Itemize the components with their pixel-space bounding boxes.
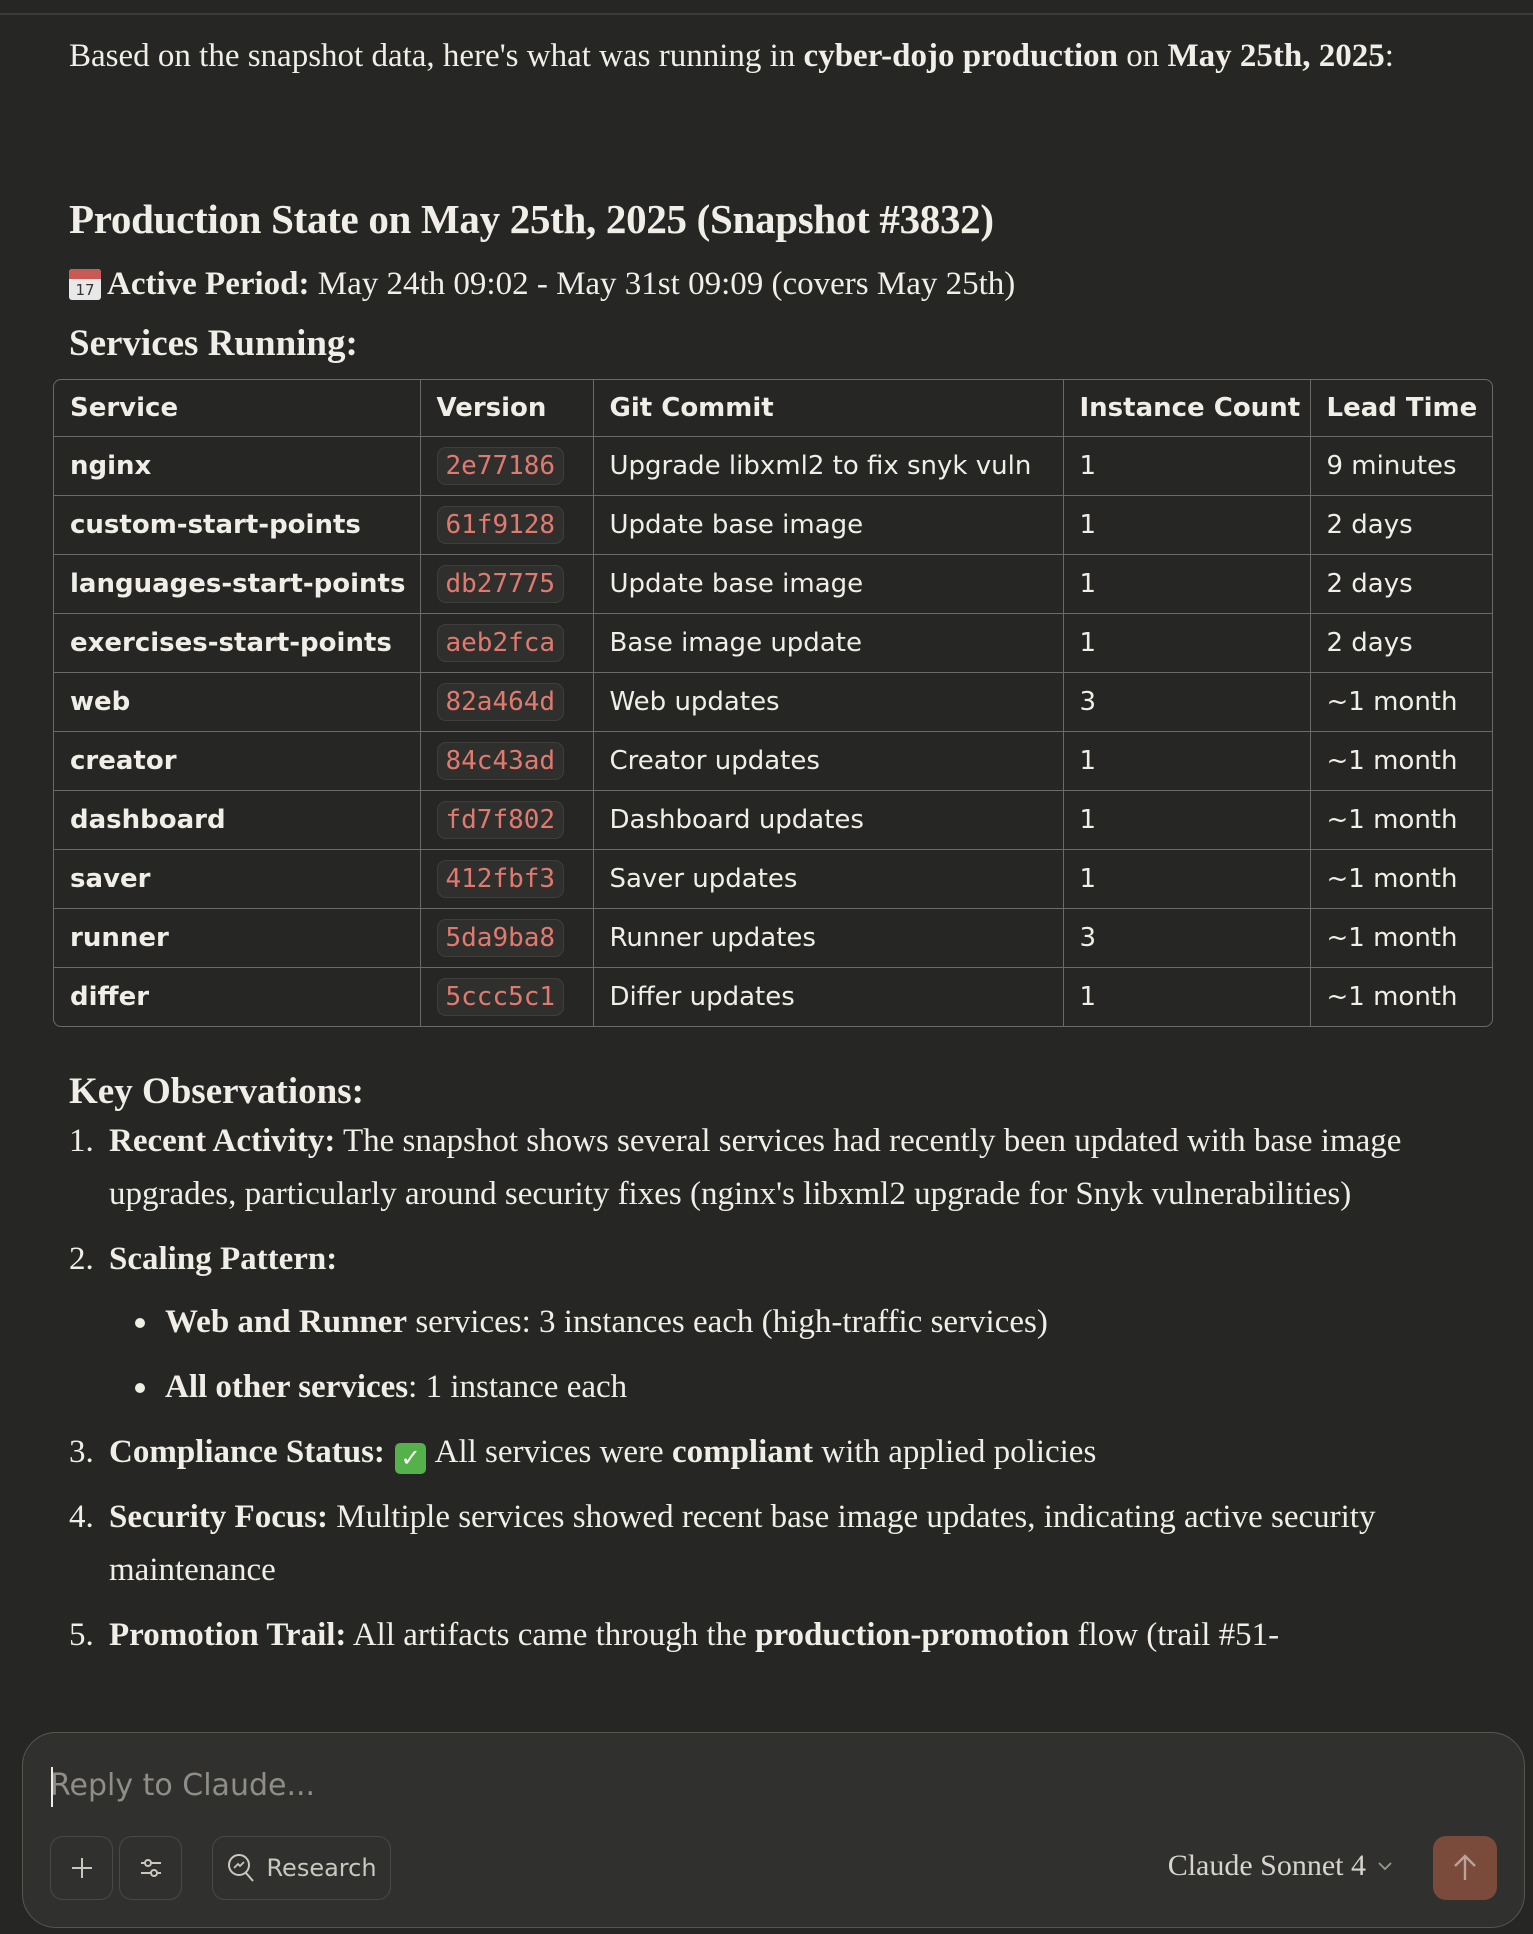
- service-cell: creator: [54, 731, 420, 790]
- service-cell: saver: [54, 849, 420, 908]
- version-cell: [420, 554, 593, 613]
- plus-icon: [69, 1855, 95, 1881]
- intro-paragraph: [69, 30, 1399, 83]
- model-selector[interactable]: [1168, 1849, 1394, 1883]
- version-code: 5ccc5c1: [437, 978, 565, 1016]
- instance-count-cell: 1: [1063, 849, 1310, 908]
- version-cell: [420, 849, 593, 908]
- version-cell: [420, 908, 593, 967]
- table-header-row: [54, 380, 1493, 436]
- version-code: 2e77186: [437, 447, 565, 485]
- active-period-value: May 24th 09:02 - May 31st 09:09 (covers May 25th): [309, 266, 1016, 302]
- column-header-service: Service: [54, 380, 420, 436]
- observation-item: 5. Promotion Trail: All artifacts came through the production-promotion flow (trail #51-: [69, 1617, 1280, 1653]
- instance-count-cell: 1: [1063, 495, 1310, 554]
- lead-time-cell: ~1 month: [1310, 731, 1493, 790]
- lead-time-cell: 2 days: [1310, 613, 1493, 672]
- lead-time-cell: ~1 month: [1310, 672, 1493, 731]
- version-cell: [420, 672, 593, 731]
- version-cell: [420, 967, 593, 1026]
- services-table: [53, 379, 1493, 1027]
- version-cell: [420, 613, 593, 672]
- service-cell: exercises-start-points: [54, 613, 420, 672]
- check-mark-icon: ✓: [395, 1443, 426, 1474]
- table-row: [54, 731, 1493, 790]
- research-label: Research: [266, 1854, 377, 1882]
- observation-item: 1. Recent Activity: The snapshot shows several services had recently been updated with base image upgrades, particularly around security fixes (nginx's libxml2 upgrade for Snyk vulnerabilities): [69, 1123, 1410, 1212]
- services-heading: Services Running:: [69, 323, 358, 364]
- chevron-down-icon: [1376, 1860, 1394, 1872]
- instance-count-cell: 1: [1063, 436, 1310, 495]
- sub-list-item: Web and Runner services: 3 instances each (high-traffic services): [109, 1296, 1489, 1349]
- lead-time-cell: ~1 month: [1310, 908, 1493, 967]
- table-row: [54, 554, 1493, 613]
- table-row: [54, 613, 1493, 672]
- column-header-lead-time: Lead Time: [1310, 380, 1493, 436]
- tools-button[interactable]: [119, 1836, 182, 1900]
- intro-text-end: :: [1384, 38, 1394, 74]
- service-cell: nginx: [54, 436, 420, 495]
- observation-item: 3. Compliance Status: ✓ All services were compliant with applied policies: [69, 1434, 1097, 1472]
- active-period-label: Active Period:: [107, 266, 310, 302]
- intro-env: cyber-dojo production: [803, 38, 1118, 74]
- lead-time-cell: ~1 month: [1310, 790, 1493, 849]
- version-code: aeb2fca: [437, 624, 565, 662]
- commit-cell: Update base image: [593, 554, 1063, 613]
- intro-date: May 25th, 2025: [1167, 38, 1385, 74]
- commit-cell: Upgrade libxml2 to fix snyk vuln: [593, 436, 1063, 495]
- bullet-icon: [135, 1383, 145, 1393]
- table-row: [54, 967, 1493, 1026]
- intro-text-mid: on: [1117, 38, 1168, 74]
- assistant-message: [69, 30, 1489, 364]
- bullet-icon: [135, 1318, 145, 1328]
- scaling-sublist: [109, 1296, 1489, 1414]
- arrow-up-icon: [1451, 1853, 1479, 1883]
- model-label: Claude Sonnet 4: [1167, 1849, 1366, 1882]
- version-cell: [420, 495, 593, 554]
- message-title: Production State on May 25th, 2025 (Snapshot #3832): [69, 196, 994, 242]
- send-button[interactable]: [1433, 1836, 1497, 1900]
- table-row: [54, 790, 1493, 849]
- version-cell: [420, 790, 593, 849]
- commit-cell: Base image update: [593, 613, 1063, 672]
- instance-count-cell: 1: [1063, 554, 1310, 613]
- table-row: [54, 436, 1493, 495]
- commit-cell: Creator updates: [593, 731, 1063, 790]
- column-header-instance-count: Instance Count: [1063, 380, 1310, 436]
- lead-time-cell: 9 minutes: [1310, 436, 1493, 495]
- commit-cell: Update base image: [593, 495, 1063, 554]
- lead-time-cell: ~1 month: [1310, 849, 1493, 908]
- instance-count-cell: 1: [1063, 790, 1310, 849]
- version-code: 82a464d: [437, 683, 565, 721]
- version-cell: [420, 436, 593, 495]
- text-caret: [51, 1767, 53, 1807]
- top-divider: [0, 13, 1533, 15]
- calendar-icon: 17: [69, 269, 101, 300]
- version-code: 412fbf3: [437, 860, 565, 898]
- instance-count-cell: 3: [1063, 908, 1310, 967]
- table-row: [54, 672, 1493, 731]
- chat-composer: [22, 1732, 1525, 1928]
- version-code: 61f9128: [437, 506, 565, 544]
- instance-count-cell: 1: [1063, 731, 1310, 790]
- commit-cell: Runner updates: [593, 908, 1063, 967]
- commit-cell: Saver updates: [593, 849, 1063, 908]
- sliders-icon: [137, 1854, 165, 1882]
- version-code: 5da9ba8: [437, 919, 565, 957]
- research-icon: [226, 1852, 256, 1884]
- instance-count-cell: 1: [1063, 613, 1310, 672]
- commit-cell: Web updates: [593, 672, 1063, 731]
- version-cell: [420, 731, 593, 790]
- intro-text: Based on the snapshot data, here's what was running in: [69, 38, 804, 74]
- table-row: [54, 908, 1493, 967]
- active-period: [69, 266, 1015, 303]
- service-cell: web: [54, 672, 420, 731]
- service-cell: languages-start-points: [54, 554, 420, 613]
- table-row: [54, 495, 1493, 554]
- add-attachment-button[interactable]: [50, 1836, 113, 1900]
- reply-input[interactable]: [50, 1761, 1450, 1809]
- lead-time-cell: 2 days: [1310, 495, 1493, 554]
- observations-list: [69, 1115, 1489, 1674]
- version-code: 84c43ad: [437, 742, 565, 780]
- table-row: [54, 849, 1493, 908]
- sub-list-item: All other services: 1 instance each: [109, 1361, 1489, 1414]
- observations-heading: Key Observations:: [69, 1071, 364, 1112]
- commit-cell: Dashboard updates: [593, 790, 1063, 849]
- service-cell: dashboard: [54, 790, 420, 849]
- research-button[interactable]: [212, 1836, 391, 1900]
- commit-cell: Differ updates: [593, 967, 1063, 1026]
- column-header-git-commit: Git Commit: [593, 380, 1063, 436]
- version-code: fd7f802: [437, 801, 565, 839]
- observation-item: 2. Scaling Pattern: Web and Runner services: 3 instances each (high-traffic services) All other services: 1 instance each: [69, 1233, 1489, 1414]
- instance-count-cell: 1: [1063, 967, 1310, 1026]
- lead-time-cell: 2 days: [1310, 554, 1493, 613]
- observation-item: 4. Security Focus: Multiple services showed recent base image updates, indicating active security maintenance: [69, 1499, 1384, 1588]
- version-code: db27775: [437, 565, 565, 603]
- instance-count-cell: 3: [1063, 672, 1310, 731]
- lead-time-cell: ~1 month: [1326, 981, 1458, 1012]
- service-cell: differ: [54, 967, 420, 1026]
- column-header-version: Version: [420, 380, 593, 436]
- service-cell: runner: [54, 908, 420, 967]
- service-cell: custom-start-points: [54, 495, 420, 554]
